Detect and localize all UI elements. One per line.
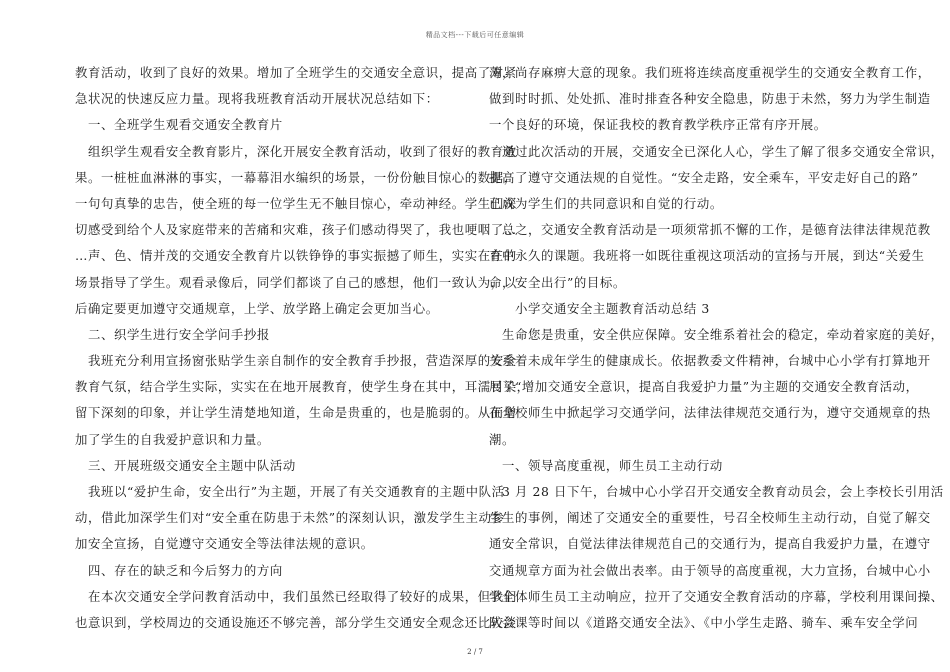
text-line: 二、织学生进行安全学问手抄报 [75,326,270,342]
text-line: 生生的事例，阐述了交通安全的重要性，号召全校师生主动行动，自觉了解交 [489,510,931,526]
text-line: 果。一桩桩血淋淋的事实，一幕幕泪水编织的场景，一份份触目惊心的数据， [75,169,517,185]
text-line: 三、开展班级交通安全主题中队活动 [75,457,296,473]
text-line: 教育气氛，结合学生实际，实实在在地开展教育，使学生身在其中，耳濡目染， [75,379,530,395]
text-line: 命，安全出行”的目标。 [489,274,626,290]
text-line: 组织学生观看安全教育影片，深化开展安全教育活动，收到了很好的教育效 [75,143,517,159]
left-column [75,60,530,636]
text-line: 通过此次活动的开展，交通安全已深化人心，学生了解了很多交通安全常识， [489,143,944,159]
text-line: 在全校师生中掀起学习交通学问，法律法律规范交通行为，遵守交通规章的热 [489,405,931,421]
page-number: 2 / 7 [467,648,483,656]
text-line: 场景指导了学生。观看录像后，同学们都谈了自己的感想，他们一致认为，以 [75,274,517,290]
text-line: 通安全常识，自觉法律法律规范自己的交通行为，提高自我爱护力量，在遵守 [489,536,931,552]
text-line: 一、全班学生观看交通安全教育片 [75,117,283,133]
text-line: 薄，尚存麻痹大意的现象。我们班将连续高度重视学生的交通安全教育工作， [489,65,931,80]
text-line: 展了“增加交通安全意识，提高自我爱护力量”为主题的交通安全教育活动， [489,379,919,395]
text-line: 学全体师生员工主动响应，拉开了交通安全教育活动的序幕，学校利用课间操、 [489,588,944,604]
text-line: 急状况的快速反应力量。现将我班教育活动开展状况总结如下： [75,91,439,107]
text-line: 3 月 28 日下午，台城中心小学召开交通安全教育动员会，会上李校长引用活 [489,484,944,499]
text-line: 做到时时抓、处处抓、准时排查各种安全隐患，防患于未然，努力为学生制造 [489,91,931,107]
right-column [489,60,944,636]
text-line: 已成为学生们的共同意识和自觉的行动。 [489,195,723,211]
text-line: 留下深刻的印象，并让学生清楚地知道，生命是贵重的，也是脆弱的。从而增 [75,405,517,421]
text-line: 一句句真挚的忠告，使全班的每一位学生无不触目惊心，牵动神经。学生们深 [75,195,517,211]
text-line: 提高了遵守交通法规的自觉性。“安全走路，安全乘车，平安走好自己的路” [489,169,919,185]
text-line: 我班以“爱护生命，安全出行”为主题，开展了有关交通教育的主题中队活 [75,484,505,499]
text-line: 教育活动，收到了良好的效果。增加了全班学生的交通安全意识，提高了对紧 [75,65,517,80]
text-line: 在本次交通安全学问教育活动中，我们虽然已经取得了较好的成果，但我们 [75,588,517,604]
text-line: 交通规章方面为社会做出表率。由于领导的高度重视，大力宣扬，台城中心小 [489,562,931,578]
text-line: 总之，交通安全教育活动是一项须常抓不懈的工作，是德育法律法律规范教 [489,222,931,238]
text-line: 四、存在的缺乏和今后努力的方向 [75,562,283,578]
text-line: 切感受到给个人及家庭带来的苦痛和灾难，孩子们感动得哭了，我也哽咽了… [75,222,517,238]
text-line: 生命您是贵重，安全供应保障。安全维系着社会的稳定，牵动着家庭的美好， [489,326,944,342]
text-line: …声、色、情并茂的交通安全教育片以铁铮铮的事实振撼了师生，实实在在的 [75,248,517,264]
text-line: 也意识到，学校周边的交通设施还不够完善，部分学生交通安全观念还比较淡 [75,614,517,630]
text-line: 我班充分利用宣扬窗张贴学生亲自制作的安全教育手抄报，营造深厚的安全 [75,353,517,369]
text-line: 关系着未成年学生的健康成长。依据教委文件精神，台城中心小学有打算地开 [489,353,931,369]
text-line: 小学交通安全主题教育活动总结 3 [489,300,710,316]
text-line: 一、领导高度重视，师生员工主动行动 [489,457,723,473]
text-line: 动，借此加深学生们对“安全重在防患于未然”的深刻认识，激发学生主动参 [75,510,505,526]
text-line: 加了学生的自我爱护意识和力量。 [75,431,270,447]
text-line: 育中永久的课题。我班将一如既往重视这项活动的宣扬与开展，到达“关爱生 [489,248,925,264]
text-line: 潮。 [489,431,515,447]
text-line: 后确定要更加遵守交通规章，上学、放学路上确定会更加当心。 [75,300,439,316]
text-line: 一个良好的环境，保证我校的教育教学秩序正常有序开展。 [489,117,827,133]
page-header: 精品文档---下载后可任意编辑 [425,31,525,39]
text-line: 队会课等时间以《道路交通安全法》、《中小学生走路、骑车、乘车安全学问 [489,614,919,630]
text-line: 加安全宣扬，自觉遵守交通安全等法律法规的意识。 [75,536,374,552]
